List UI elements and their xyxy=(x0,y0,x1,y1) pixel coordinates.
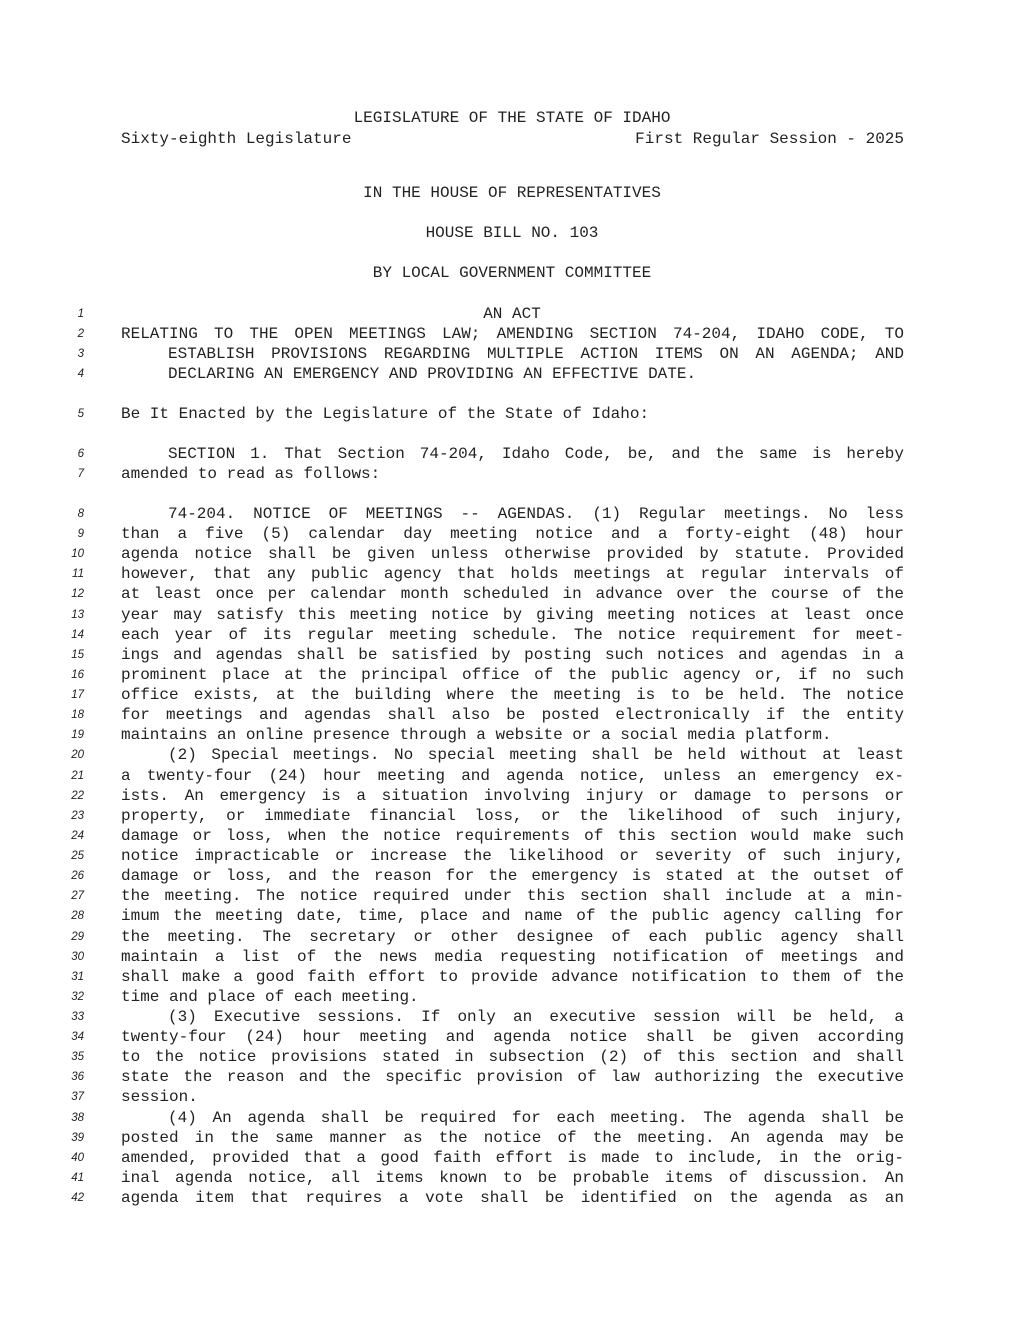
bill-line xyxy=(0,685,1024,705)
bill-line xyxy=(0,404,1024,424)
line-number: 24 xyxy=(71,830,84,842)
line-number: 39 xyxy=(71,1132,84,1144)
line-number: 18 xyxy=(71,709,84,721)
line-text: Be It Enacted by the Legislature of the State of Idaho: xyxy=(121,405,650,423)
legislature-title: LEGISLATURE OF THE STATE OF IDAHO xyxy=(353,109,671,127)
bill-line xyxy=(0,725,1024,745)
line-number: 14 xyxy=(71,629,84,641)
line-text: (4) An agenda shall be required for each meeting. The agenda shall be xyxy=(168,1109,904,1127)
line-number: 5 xyxy=(77,408,84,420)
line-number: 6 xyxy=(77,448,84,460)
line-text: maintains an online presence through a website or a social media platform. xyxy=(121,726,832,744)
line-text: property, or immediate financial loss, or the likelihood of such injury, xyxy=(121,807,904,825)
bill-line xyxy=(0,1087,1024,1107)
chamber-heading: IN THE HOUSE OF REPRESENTATIVES xyxy=(363,184,661,202)
line-number: 40 xyxy=(71,1152,84,1164)
bill-line xyxy=(0,304,1024,324)
line-number: 12 xyxy=(71,588,84,600)
line-text: than a five (5) calendar day meeting notice and a forty-eight (48) hour xyxy=(121,525,904,543)
bill-line xyxy=(0,504,1024,524)
line-text: prominent place at the principal office of the public agency or, if no such xyxy=(121,666,904,684)
session-name: First Regular Session - 2025 xyxy=(635,130,904,148)
bill-line xyxy=(0,324,1024,344)
line-text: twenty-four (24) hour meeting and agenda notice shall be given according xyxy=(121,1028,904,1046)
line-number: 8 xyxy=(77,508,84,520)
bill-line xyxy=(0,1148,1024,1168)
line-number: 1 xyxy=(77,308,84,320)
line-number: 17 xyxy=(71,689,84,701)
line-text: notice impracticable or increase the likelihood or severity of such injury, xyxy=(121,847,904,865)
line-number: 3 xyxy=(77,348,84,360)
line-number: 35 xyxy=(71,1051,84,1063)
bill-line xyxy=(0,886,1024,906)
bill-line xyxy=(0,1047,1024,1067)
line-text: however, that any public agency that holds meetings at regular intervals of xyxy=(121,565,904,583)
bill-line xyxy=(0,544,1024,564)
line-text: ists. An emergency is a situation involving injury or damage to persons or xyxy=(121,787,904,805)
bill-number: HOUSE BILL NO. 103 xyxy=(425,224,599,242)
bill-line xyxy=(0,947,1024,967)
line-text: SECTION 1. That Section 74-204, Idaho Code, be, and the same is hereby xyxy=(168,445,904,463)
line-text: ESTABLISH PROVISIONS REGARDING MULTIPLE ACTION ITEMS ON AN AGENDA; AND xyxy=(168,345,904,363)
bill-line xyxy=(0,364,1024,384)
bill-line xyxy=(0,665,1024,685)
line-number: 9 xyxy=(77,528,84,540)
bill-line xyxy=(0,705,1024,725)
bill-line xyxy=(0,1188,1024,1208)
line-text: damage or loss, and the reason for the emergency is stated at the outset of xyxy=(121,867,904,885)
bill-line xyxy=(0,906,1024,926)
line-text: time and place of each meeting. xyxy=(121,988,419,1006)
line-number: 41 xyxy=(71,1172,84,1184)
bill-line xyxy=(0,444,1024,464)
line-number: 36 xyxy=(71,1071,84,1083)
bill-line xyxy=(0,766,1024,786)
line-text: office exists, at the building where the meeting is to be held. The notice xyxy=(121,686,904,704)
line-number: 2 xyxy=(77,328,84,340)
line-number: 34 xyxy=(71,1031,84,1043)
line-text: posted in the same manner as the notice of the meeting. An agenda may be xyxy=(121,1129,904,1147)
line-text: 74-204. NOTICE OF MEETINGS -- AGENDAS. (1) Regular meetings. No less xyxy=(168,505,904,523)
line-text: year may satisfy this meeting notice by giving meeting notices at least once xyxy=(121,606,904,624)
session-row xyxy=(121,129,904,189)
line-text: at least once per calendar month scheduled in advance over the course of the xyxy=(121,585,904,603)
bill-line xyxy=(0,927,1024,947)
line-text: session. xyxy=(121,1088,198,1106)
bill-line xyxy=(0,1108,1024,1128)
line-number: 26 xyxy=(71,870,84,882)
bill-line xyxy=(0,806,1024,826)
line-text: amended to read as follows: xyxy=(121,465,381,483)
line-text: DECLARING AN EMERGENCY AND PROVIDING AN EFFECTIVE DATE. xyxy=(168,365,697,383)
line-text: AN ACT xyxy=(483,305,541,323)
bill-line xyxy=(0,987,1024,1007)
line-number: 21 xyxy=(71,770,84,782)
line-number: 30 xyxy=(71,951,84,963)
line-number: 28 xyxy=(71,910,84,922)
line-text: to the notice provisions stated in subsection (2) of this section and shall xyxy=(121,1048,904,1066)
line-number: 15 xyxy=(71,649,84,661)
line-text: the meeting. The secretary or other designee of each public agency shall xyxy=(121,928,904,946)
bill-line xyxy=(0,524,1024,544)
line-number: 22 xyxy=(71,790,84,802)
bill-line xyxy=(0,846,1024,866)
line-number: 25 xyxy=(71,850,84,862)
bill-line xyxy=(0,564,1024,584)
bill-line xyxy=(0,745,1024,765)
line-number: 27 xyxy=(71,890,84,902)
line-text: (2) Special meetings. No special meeting shall be held without at least xyxy=(168,746,904,764)
line-number: 38 xyxy=(71,1112,84,1124)
line-number: 33 xyxy=(71,1011,84,1023)
sponsor-line: BY LOCAL GOVERNMENT COMMITTEE xyxy=(372,264,652,282)
bill-line xyxy=(0,1168,1024,1188)
bill-line xyxy=(0,1027,1024,1047)
line-text: maintain a list of the news media requesting notification of meetings and xyxy=(121,948,904,966)
bill-line xyxy=(0,1067,1024,1087)
line-number: 13 xyxy=(71,609,84,621)
line-number: 42 xyxy=(71,1192,84,1204)
line-text: inal agenda notice, all items known to be probable items of discussion. An xyxy=(121,1169,904,1187)
bill-line xyxy=(0,786,1024,806)
bill-line xyxy=(0,344,1024,364)
bill-line xyxy=(0,967,1024,987)
line-number: 32 xyxy=(71,991,84,1003)
line-number: 37 xyxy=(71,1091,84,1103)
bill-line xyxy=(0,464,1024,484)
bill-line xyxy=(0,645,1024,665)
line-text: agenda item that requires a vote shall be identified on the agenda as an xyxy=(121,1189,904,1207)
line-text: (3) Executive sessions. If only an executive session will be held, a xyxy=(168,1008,904,1026)
line-text: shall make a good faith effort to provide advance notification to them of the xyxy=(121,968,904,986)
line-number: 7 xyxy=(77,468,84,480)
bill-line xyxy=(0,625,1024,645)
line-text: each year of its regular meeting schedule. The notice requirement for meet- xyxy=(121,626,904,644)
line-text: state the reason and the specific provision of law authorizing the executive xyxy=(121,1068,904,1086)
line-text: amended, provided that a good faith effort is made to include, in the orig- xyxy=(121,1149,904,1167)
line-text: ings and agendas shall be satisfied by posting such notices and agendas in a xyxy=(121,646,904,664)
bill-line xyxy=(0,584,1024,604)
line-number: 11 xyxy=(72,568,84,580)
line-number: 10 xyxy=(71,548,84,560)
line-text: damage or loss, when the notice requirements of this section would make such xyxy=(121,827,904,845)
bill-line xyxy=(0,826,1024,846)
line-number: 29 xyxy=(71,931,84,943)
line-number: 20 xyxy=(71,749,84,761)
line-text: agenda notice shall be given unless otherwise provided by statute. Provided xyxy=(121,545,904,563)
bill-line xyxy=(0,605,1024,625)
line-number: 19 xyxy=(71,729,84,741)
line-number: 31 xyxy=(71,971,84,983)
line-number: 23 xyxy=(71,810,84,822)
line-text: the meeting. The notice required under this section shall include at a min- xyxy=(121,887,904,905)
line-number: 4 xyxy=(77,368,84,380)
line-text: imum the meeting date, time, place and name of the public agency calling for xyxy=(121,907,904,925)
legislature-number: Sixty-eighth Legislature xyxy=(121,130,352,148)
line-text: for meetings and agendas shall also be posted electronically if the entity xyxy=(121,706,904,724)
line-text: a twenty-four (24) hour meeting and agenda notice, unless an emergency ex- xyxy=(121,767,904,785)
bill-line xyxy=(0,866,1024,886)
bill-line xyxy=(0,1007,1024,1027)
line-text: RELATING TO THE OPEN MEETINGS LAW; AMENDING SECTION 74-204, IDAHO CODE, TO xyxy=(121,325,904,343)
bill-line xyxy=(0,1128,1024,1148)
line-number: 16 xyxy=(71,669,84,681)
